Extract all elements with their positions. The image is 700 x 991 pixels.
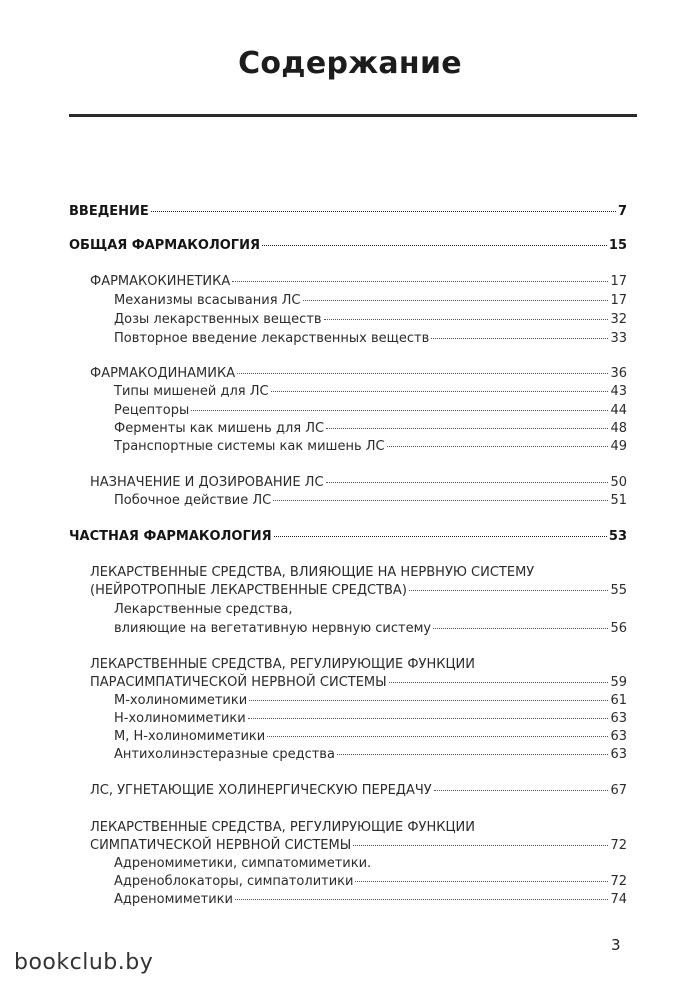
toc-entry xyxy=(114,403,627,419)
toc-entry xyxy=(90,820,475,836)
toc-entry xyxy=(90,583,627,599)
toc-entry xyxy=(90,838,627,854)
toc-entry-page: 53 xyxy=(608,529,627,544)
toc-entry-title: Ферменты как мишень для ЛС xyxy=(114,421,325,436)
toc-entry-title: Н-холиномиметики xyxy=(114,711,246,726)
toc-entry-title: ЧАСТНАЯ ФАРМАКОЛОГИЯ xyxy=(69,529,272,544)
toc-entry-page: 72 xyxy=(610,838,627,853)
toc-entry xyxy=(69,529,627,545)
toc-entry-title: Дозы лекарственных веществ xyxy=(114,312,322,327)
toc-entry-title: Повторное введение лекарственных веществ xyxy=(114,331,430,346)
toc-leader-dots xyxy=(267,736,608,737)
toc-entry xyxy=(114,331,627,347)
toc-leader-dots xyxy=(248,718,609,719)
toc-entry-page: 56 xyxy=(610,621,627,636)
toc-entry-page: 59 xyxy=(610,675,627,690)
toc-entry-title: ФАРМАКОДИНАМИКА xyxy=(90,366,236,381)
toc-leader-dots xyxy=(389,682,609,683)
toc-leader-dots xyxy=(271,391,609,392)
toc-entry-page: 67 xyxy=(610,783,627,798)
watermark-text: bookclub.by xyxy=(14,950,154,975)
toc-entry-page: 15 xyxy=(608,238,627,253)
toc-entry xyxy=(114,384,627,400)
toc-entry xyxy=(90,657,475,673)
toc-entry-title: Адреноблокаторы, симпатолитики xyxy=(114,874,354,889)
toc-entry xyxy=(90,675,627,691)
toc-entry-page: 61 xyxy=(610,693,627,708)
toc-entry-title: Антихолинэстеразные средства xyxy=(114,747,335,762)
toc-entry xyxy=(90,475,627,491)
toc-entry-page: 32 xyxy=(610,312,627,327)
toc-entry xyxy=(90,783,627,799)
toc-leader-dots xyxy=(237,373,608,374)
toc-leader-dots xyxy=(191,410,608,411)
toc-entry-title: Механизмы всасывания ЛС xyxy=(114,293,301,308)
toc-entry xyxy=(114,729,627,745)
toc-leader-dots xyxy=(433,628,608,629)
toc-leader-dots xyxy=(434,790,609,791)
toc-entry-page: 72 xyxy=(610,874,627,889)
toc-leader-dots xyxy=(337,754,609,755)
toc-leader-dots xyxy=(324,319,609,320)
toc-entry-page: 17 xyxy=(610,293,627,308)
toc-entry-title: М-холиномиметики xyxy=(114,693,248,708)
toc-entry-title: Рецепторы xyxy=(114,403,190,418)
toc-entry xyxy=(114,293,627,309)
toc-entry xyxy=(114,874,627,890)
toc-entry-title: Адреномиметики, симпатомиметики. xyxy=(114,856,372,871)
toc-leader-dots xyxy=(303,300,609,301)
page-title: Содержание xyxy=(238,46,462,81)
toc-entry xyxy=(114,312,627,328)
toc-entry-page: 50 xyxy=(610,475,627,490)
toc-entry xyxy=(114,856,371,872)
toc-leader-dots xyxy=(387,446,609,447)
toc-entry-title: ВВЕДЕНИЕ xyxy=(69,204,149,219)
page-number: 3 xyxy=(611,936,621,954)
toc-leader-dots xyxy=(232,281,608,282)
toc-entry-page: 43 xyxy=(610,384,627,399)
toc-entry xyxy=(90,565,534,581)
toc-entry-title: ЛЕКАРСТВЕННЫЕ СРЕДСТВА, РЕГУЛИРУЮЩИЕ ФУНКЦИИ xyxy=(90,657,475,672)
toc-entry-page: 49 xyxy=(610,439,627,454)
toc-entry xyxy=(114,439,627,455)
toc-entry-title: Типы мишеней для ЛС xyxy=(114,384,269,399)
toc-entry xyxy=(114,621,627,637)
toc-leader-dots xyxy=(235,899,608,900)
toc-entry-title: Адреномиметики xyxy=(114,892,233,907)
toc-entry xyxy=(114,693,627,709)
toc-leader-dots xyxy=(353,845,608,846)
toc-entry xyxy=(114,602,292,618)
toc-leader-dots xyxy=(273,500,608,501)
toc-entry xyxy=(114,421,627,437)
toc-entry-page: 74 xyxy=(610,892,627,907)
toc-entry-page: 63 xyxy=(610,729,627,744)
toc-entry xyxy=(114,892,627,908)
toc-entry-page: 17 xyxy=(610,274,627,289)
toc-entry-title: ФАРМАКОКИНЕТИКА xyxy=(90,274,231,289)
toc-entry-page: 7 xyxy=(617,204,627,219)
toc-entry-title: ЛЕКАРСТВЕННЫЕ СРЕДСТВА, ВЛИЯЮЩИЕ НА НЕРВНУЮ СИСТЕМУ xyxy=(90,565,535,580)
toc-leader-dots xyxy=(409,590,609,591)
toc-entry-page: 44 xyxy=(610,403,627,418)
toc-entry-title: Лекарственные средства, xyxy=(114,602,293,617)
toc-entry-title: Побочное действие ЛС xyxy=(114,493,272,508)
toc-entry-page: 48 xyxy=(610,421,627,436)
toc-entry-title: СИМПАТИЧЕСКОЙ НЕРВНОЙ СИСТЕМЫ xyxy=(90,838,352,853)
toc-entry-page: 63 xyxy=(610,747,627,762)
toc-leader-dots xyxy=(151,211,616,212)
toc-entry xyxy=(90,274,627,290)
toc-leader-dots xyxy=(274,536,607,537)
toc-entry xyxy=(69,204,627,220)
toc-leader-dots xyxy=(262,245,607,246)
toc-entry-title: НАЗНАЧЕНИЕ И ДОЗИРОВАНИЕ ЛС xyxy=(90,475,324,490)
toc-entry-page: 33 xyxy=(610,331,627,346)
toc-entry-title: (НЕЙРОТРОПНЫЕ ЛЕКАРСТВЕННЫЕ СРЕДСТВА) xyxy=(90,583,407,598)
toc-entry xyxy=(114,747,627,763)
toc-entry-title: влияющие на вегетативную нервную систему xyxy=(114,621,432,636)
toc-entry-title: М, Н-холиномиметики xyxy=(114,729,266,744)
toc-entry-page: 55 xyxy=(610,583,627,598)
toc-entry xyxy=(69,238,627,254)
toc-entry xyxy=(90,366,627,382)
toc-entry-title: Транспортные системы как мишень ЛС xyxy=(114,439,385,454)
toc-leader-dots xyxy=(326,482,609,483)
toc-entry-page: 51 xyxy=(610,493,627,508)
toc-entry-page: 63 xyxy=(610,711,627,726)
toc-entry-title: ОБЩАЯ ФАРМАКОЛОГИЯ xyxy=(69,238,260,253)
toc-leader-dots xyxy=(355,881,608,882)
toc-leader-dots xyxy=(431,338,608,339)
toc-entry xyxy=(114,493,627,509)
toc-entry-title: ЛЕКАРСТВЕННЫЕ СРЕДСТВА, РЕГУЛИРУЮЩИЕ ФУНКЦИИ xyxy=(90,820,475,835)
toc-entry-title: ЛС, УГНЕТАЮЩИЕ ХОЛИНЕРГИЧЕСКУЮ ПЕРЕДАЧУ xyxy=(90,783,432,798)
toc-entry xyxy=(114,711,627,727)
toc-leader-dots xyxy=(249,700,608,701)
toc-entry-title: ПАРАСИМПАТИЧЕСКОЙ НЕРВНОЙ СИСТЕМЫ xyxy=(90,675,387,690)
toc-leader-dots xyxy=(326,428,608,429)
toc-entry-page: 36 xyxy=(610,366,627,381)
